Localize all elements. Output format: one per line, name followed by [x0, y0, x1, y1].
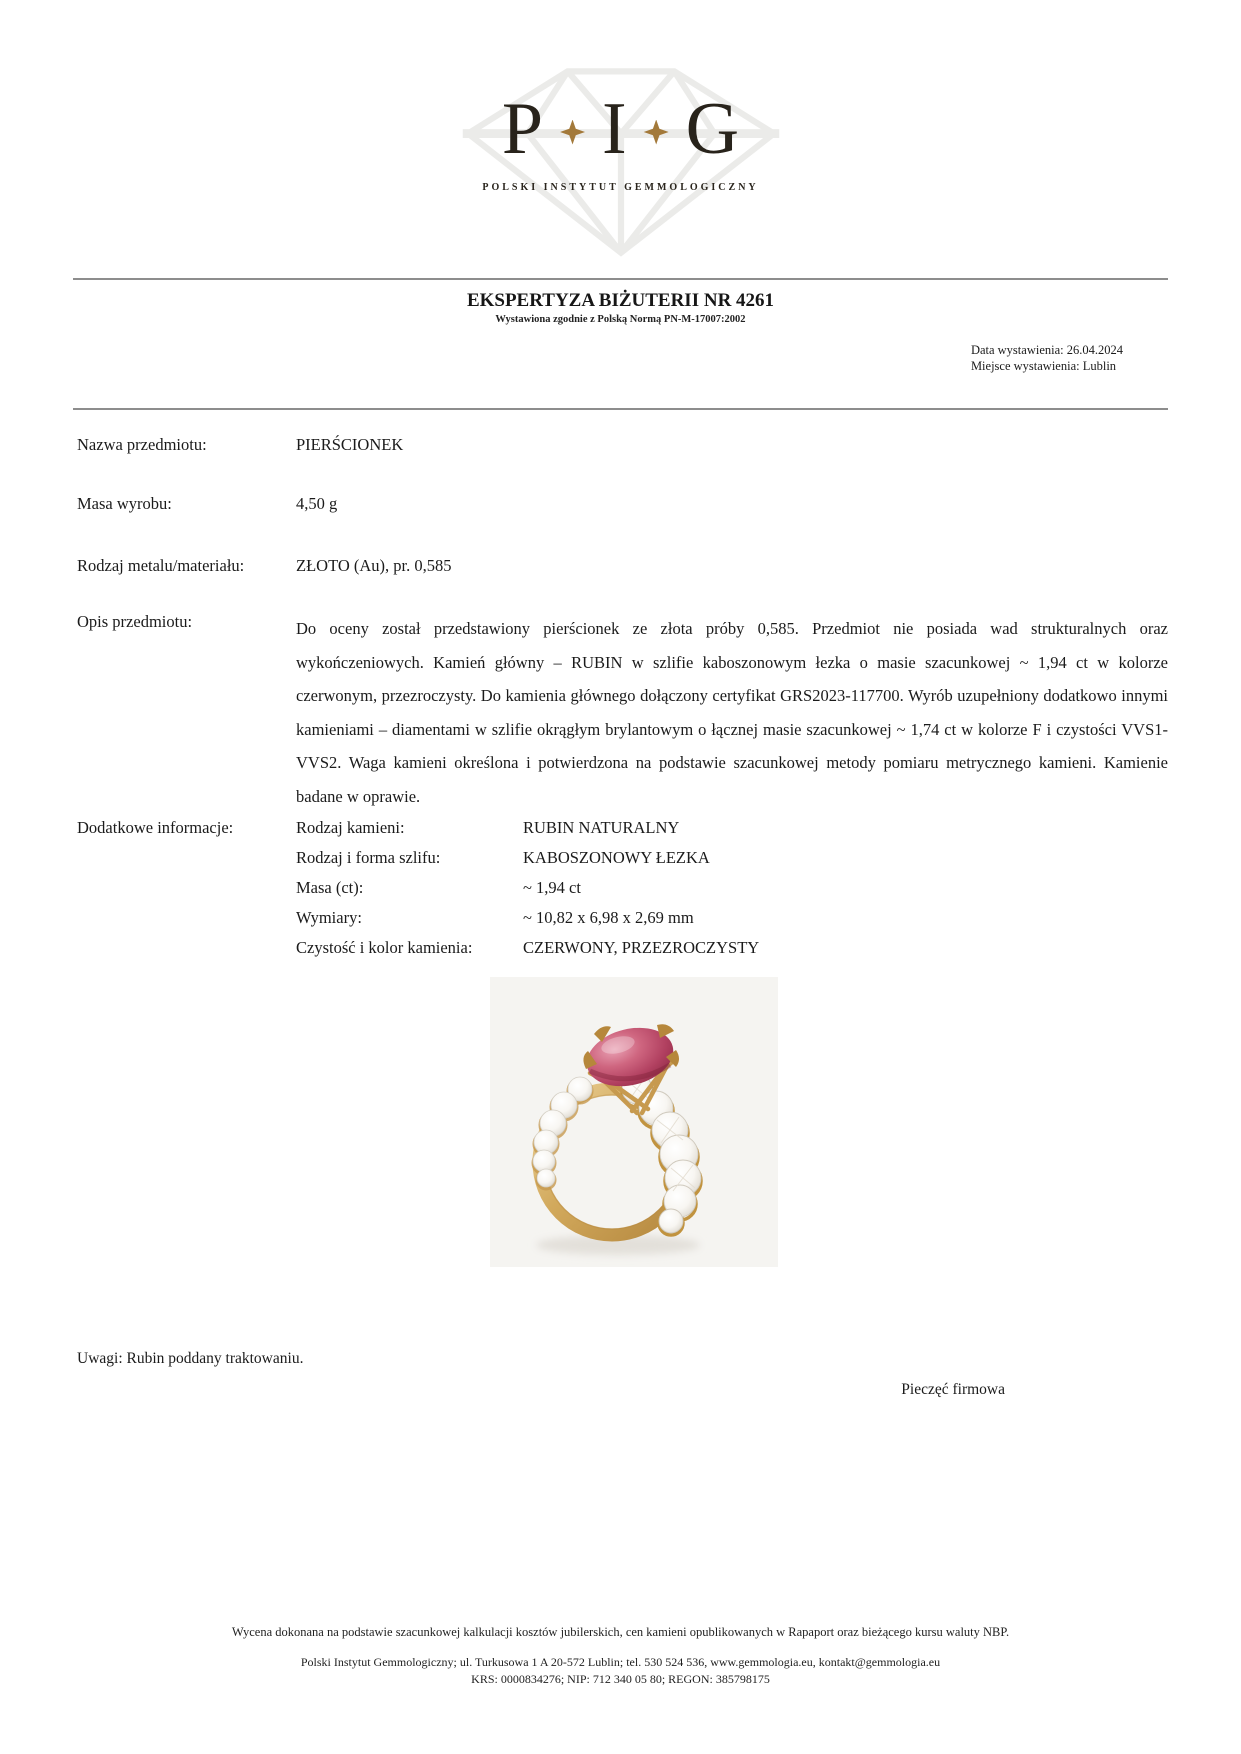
field-label-name: Nazwa przedmiotu: — [77, 435, 207, 454]
ai-label-mass: Masa (ct): — [296, 878, 364, 897]
additional-info-label: Dodatkowe informacje: — [77, 818, 234, 837]
logo-letters — [501, 88, 740, 170]
footer-registry: KRS: 0000834276; NIP: 712 340 05 80; REGON: 385798175 — [471, 1672, 770, 1686]
issue-info — [971, 343, 1123, 374]
ai-value-dimensions: ~ 10,82 x 6,98 x 2,69 mm — [523, 908, 694, 927]
ai-label-stone-type: Rodzaj kamieni: — [296, 818, 405, 837]
gold-diamond-separator-icon — [560, 120, 585, 145]
ring-photo — [490, 977, 778, 1267]
ai-label-cut: Rodzaj i forma szlifu: — [296, 848, 441, 867]
gold-diamond-separator-icon — [644, 120, 669, 145]
logo-caption: POLSKI INSTYTUT GEMMOLOGICZNY — [482, 182, 759, 193]
field-label-description: Opis przedmiotu: — [77, 612, 193, 631]
field-value-weight: 4,50 g — [296, 494, 338, 513]
field-value-name: PIERŚCIONEK — [296, 435, 404, 454]
remarks-text: Uwagi: Rubin poddany traktowaniu. — [77, 1350, 304, 1367]
ai-value-mass: ~ 1,94 ct — [523, 878, 581, 897]
field-value-metal: ZŁOTO (Au), pr. 0,585 — [296, 556, 452, 575]
company-stamp-label: Pieczęć firmowa — [901, 1381, 1005, 1398]
logo-block — [0, 64, 1241, 260]
issue-date: Data wystawienia: 26.04.2024 — [970, 343, 1123, 357]
logo-letter-g: G — [685, 88, 740, 170]
ai-value-cut: KABOSZONOWY ŁEZKA — [523, 848, 710, 867]
field-label-metal: Rodzaj metalu/materiału: — [77, 556, 245, 575]
ai-label-dimensions: Wymiary: — [296, 908, 362, 927]
document-subtitle: Wystawiona zgodnie z Polską Normą PN-M-17007:2002 — [495, 314, 746, 325]
logo-letter-p: P — [501, 88, 544, 170]
divider-top — [73, 278, 1168, 280]
divider-header — [73, 408, 1168, 410]
ai-value-clarity-color: CZERWONY, PRZEZROCZYSTY — [523, 938, 760, 957]
field-value-description: Do oceny został przedstawiony pierścionek ze złota próby 0,585. Przedmiot nie posiada wad strukturalnych oraz wykończeniowych. Kamień główny – RUBIN w szlifie kaboszonowym łezka o masie szacunkowej ~ 1,94 ct w kolorze czerwonym, przezroczysty. Do kamienia głównego dołączony certyfikat GRS2023-117700. Wyrób uzupełniony dodatkowo innymi kamieniami – diamentami w szlifie okrągłym brylantowym o łącznej masie szacunkowej ~ 1,74 ct w kolorze F i czystości VVS1-VVS2. Waga kamieni określona i potwierdzona na podstawie szacunkowej metody pomiaru metrycznego kamieni. Kamienie badane w oprawie. — [296, 619, 1168, 806]
ring-photo-illustration — [490, 977, 778, 1267]
field-label-weight: Masa wyrobu: — [77, 494, 172, 513]
document-title: EKSPERTYZA BIŻUTERII NR 4261 — [466, 290, 775, 311]
ai-value-stone-type: RUBIN NATURALNY — [523, 818, 680, 837]
logo-letter-i: I — [602, 88, 627, 170]
photo-background — [490, 977, 778, 1267]
ai-label-clarity-color: Czystość i kolor kamienia: — [296, 938, 473, 957]
footer-address: Polski Instytut Gemmologiczny; ul. Turkusowa 1 A 20-572 Lublin; tel. 530 524 536, www.gemmologia.eu, kontakt@gemmologia.eu — [300, 1655, 941, 1669]
footer-valuation-note: Wycena dokonana na podstawie szacunkowej kalkulacji kosztów jubilerskich, cen kamieni opublikowanych w Rapaport oraz bieżącego kursu waluty NBP. — [231, 1625, 1010, 1639]
issue-place: Miejsce wystawienia: Lublin — [970, 358, 1117, 373]
